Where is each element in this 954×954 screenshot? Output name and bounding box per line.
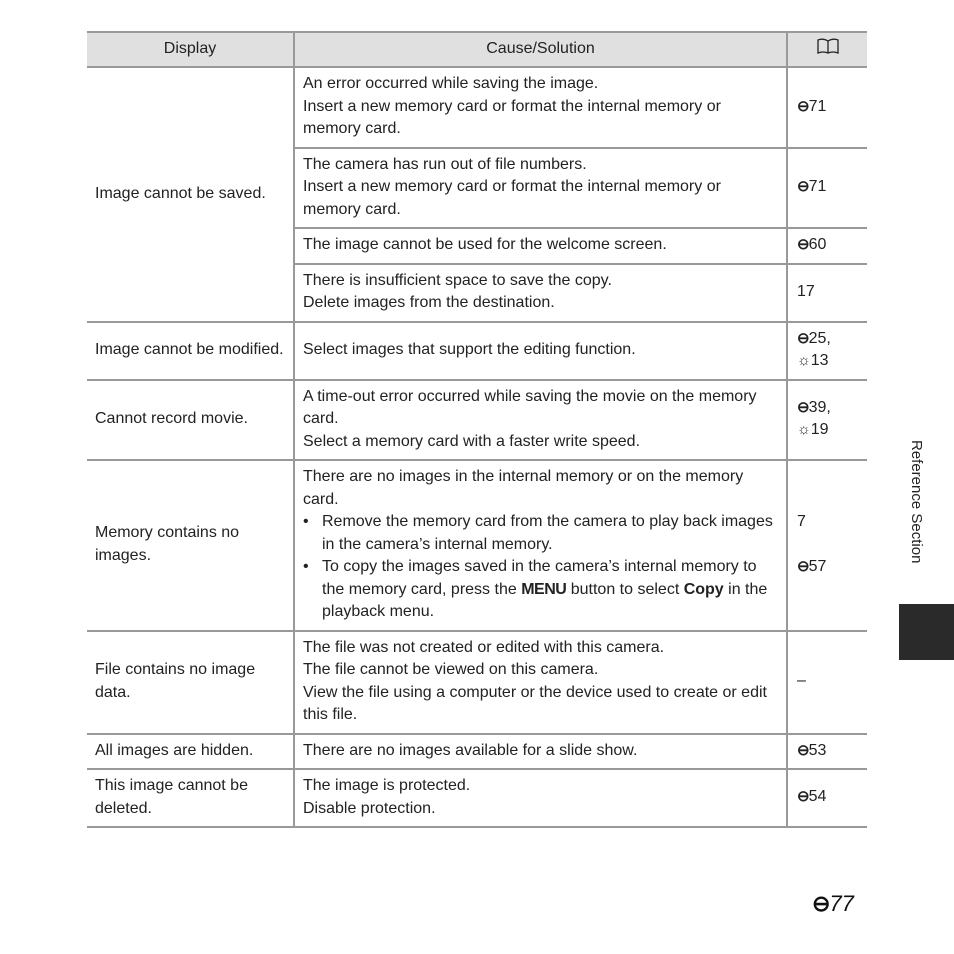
display-cell: Memory contains no images. <box>87 460 294 631</box>
bullet-text-middle: button to select <box>566 580 684 598</box>
reference-page: 57 <box>808 557 827 575</box>
table-row <box>87 67 867 148</box>
reference-cell <box>787 228 867 264</box>
copy-menu-item-label: Copy <box>683 580 724 598</box>
reference-page: 53 <box>808 741 827 759</box>
bullet-text <box>322 556 778 624</box>
reference-cell <box>787 322 867 380</box>
display-cell: Image cannot be modified. <box>87 322 294 380</box>
reference-cell <box>787 460 867 631</box>
reference-page: 39, <box>808 398 831 416</box>
reference-cell <box>787 769 867 827</box>
reference-page: 25, <box>808 329 831 347</box>
table-row <box>87 734 867 770</box>
cause-cell: A time-out error occurred while saving the movie on the memory card. Select a memory card with a faster write speed. <box>294 380 787 461</box>
cause-cell: The file was not created or edited with this camera. The file cannot be viewed on this camera. View the file using a computer or the device used to create or edit this file. <box>294 631 787 734</box>
reference-cell <box>787 380 867 461</box>
table-row <box>87 322 867 380</box>
reference-page: 7 <box>797 513 806 531</box>
table-row <box>87 380 867 461</box>
binoculars-icon: ⊖ <box>797 557 809 575</box>
reference-page: 54 <box>808 788 827 806</box>
cause-cell: The camera has run out of file numbers. Insert a new memory card or format the internal memory or memory card. <box>294 148 787 229</box>
bullet-item <box>303 556 778 624</box>
binoculars-icon: ⊖ <box>812 891 830 916</box>
cause-cell: Select images that support the editing function. <box>294 322 787 380</box>
section-tab-label: Reference Section <box>908 440 925 564</box>
reference-cell: – <box>787 631 867 734</box>
bullet-dot: • <box>303 513 309 530</box>
table-header-row <box>87 32 867 67</box>
cause-cell: The image is protected. Disable protection. <box>294 769 787 827</box>
display-cell: Cannot record movie. <box>87 380 294 461</box>
cause-cell: There are no images available for a slide show. <box>294 734 787 770</box>
reference-cell <box>787 148 867 229</box>
binoculars-icon: ⊖ <box>797 398 809 416</box>
bullet-item <box>303 511 778 556</box>
page-number-value: 77 <box>829 891 854 916</box>
table-row <box>87 631 867 734</box>
header-display: Display <box>87 32 294 67</box>
binoculars-icon: ⊖ <box>797 788 809 806</box>
binoculars-icon: ⊖ <box>797 97 809 115</box>
cause-cell: There is insufficient space to save the copy. Delete images from the destination. <box>294 264 787 322</box>
tip-lightbulb-icon: ☼ <box>797 421 811 439</box>
bullet-dot: • <box>303 558 309 575</box>
page-number <box>812 891 854 917</box>
section-tab-marker <box>899 604 954 660</box>
bullet-text-start: To copy the images saved in the camera’s internal memory to the memory card, press the <box>322 558 757 598</box>
reference-page: 71 <box>808 97 827 115</box>
reference-page: 71 <box>808 178 827 195</box>
error-message-table <box>87 31 867 828</box>
display-cell: File contains no image data. <box>87 631 294 734</box>
header-reference <box>787 32 867 67</box>
display-cell: All images are hidden. <box>87 734 294 770</box>
menu-button-label: MENU <box>521 580 567 598</box>
cause-intro: There are no images in the internal memory or on the memory card. <box>303 468 744 508</box>
table-row <box>87 460 867 631</box>
binoculars-icon: ⊖ <box>797 329 809 347</box>
binoculars-icon: ⊖ <box>797 741 809 759</box>
book-reference-icon <box>817 38 839 62</box>
cause-cell: An error occurred while saving the image. Insert a new memory card or format the internal memory or memory card. <box>294 67 787 148</box>
bullet-text: Remove the memory card from the camera to play back images in the camera’s internal memory. <box>322 513 773 553</box>
binoculars-icon: ⊖ <box>797 178 809 195</box>
cause-cell <box>294 460 787 631</box>
binoculars-icon: ⊖ <box>797 236 809 253</box>
display-cell: Image cannot be saved. <box>87 67 294 322</box>
reference-cell <box>787 67 867 148</box>
table-row <box>87 769 867 827</box>
reference-page: 13 <box>810 352 829 369</box>
reference-cell <box>787 734 867 770</box>
reference-page: 19 <box>810 421 829 439</box>
bullet-text-end: in the playback menu. <box>322 580 768 620</box>
tip-lightbulb-icon: ☼ <box>797 352 811 369</box>
reference-page: 60 <box>808 236 827 253</box>
cause-cell: The image cannot be used for the welcome screen. <box>294 228 787 264</box>
display-cell: This image cannot be deleted. <box>87 769 294 827</box>
header-cause-solution: Cause/Solution <box>294 32 787 67</box>
reference-cell: 17 <box>787 264 867 322</box>
